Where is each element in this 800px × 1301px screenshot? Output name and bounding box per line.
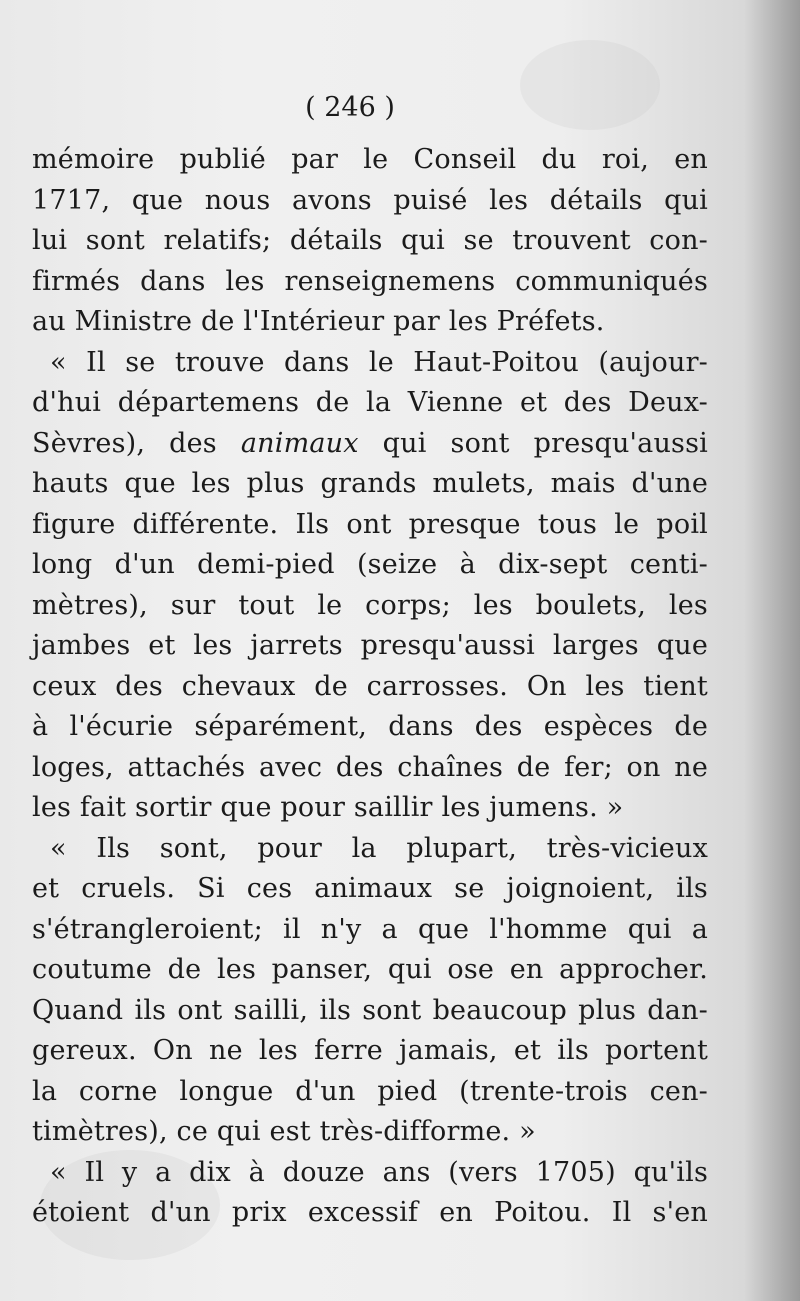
text-line: à l'écurie séparément, dans des espèces de <box>32 711 708 742</box>
text-line: « Il y a dix à douze ans (vers 1705) qu'ils <box>50 1156 708 1188</box>
text-line: Quand ils ont sailli, ils sont beaucoup plus dan- <box>32 994 708 1026</box>
text-line: timètres), ce qui est très-difforme. » <box>32 1116 536 1147</box>
text-line: firmés dans les renseignemens communiqués <box>32 265 708 297</box>
text-line: au Ministre de l'Intérieur par les Préfets. <box>32 306 605 337</box>
text-line: « Ils sont, pour la plupart, très-vicieux <box>50 832 708 864</box>
text-line: long d'un demi-pied (seize à dix-sept centi- <box>32 549 708 580</box>
text-line: les fait sortir que pour saillir les jumens. » <box>32 792 624 823</box>
text-line: la corne longue d'un pied (trente-trois cen- <box>32 1075 708 1107</box>
text-line: ceux des chevaux de carrosses. On les tient <box>32 670 708 702</box>
text-line: coutume de les panser, qui ose en approcher. <box>32 954 708 985</box>
text-line: mémoire publié par le Conseil du roi, en <box>32 144 708 175</box>
text-line: loges, attachés avec des chaînes de fer; on ne <box>32 751 708 783</box>
text-line: figure différente. Ils ont presque tous le poil <box>32 508 708 540</box>
text-line: et cruels. Si ces animaux se joignoient, ils <box>32 873 708 904</box>
text-line: hauts que les plus grands mulets, mais d'une <box>32 468 708 499</box>
page-number: ( 246 ) <box>305 92 395 123</box>
text-line: gereux. On ne les ferre jamais, et ils portent <box>32 1035 708 1066</box>
text-line: 1717, que nous avons puisé les détails qui <box>32 184 708 216</box>
body-text <box>32 140 708 1234</box>
text-line: « Il se trouve dans le Haut-Poitou (aujour- <box>50 346 708 378</box>
text-line: Sèvres), des animaux qui sont presqu'aussi <box>32 427 708 459</box>
text-line: mètres), sur tout le corps; les boulets, les <box>32 589 708 621</box>
text-line: étoient d'un prix excessif en Poitou. Il s'en <box>32 1197 708 1228</box>
text-line: d'hui départemens de la Vienne et des Deux- <box>32 387 708 418</box>
text-line: lui sont relatifs; détails qui se trouvent con- <box>32 225 708 256</box>
italic-word: animaux <box>240 427 359 459</box>
text-line: jambes et les jarrets presqu'aussi larges que <box>32 630 708 661</box>
text-line: s'étrangleroient; il n'y a que l'homme qui a <box>32 913 708 945</box>
